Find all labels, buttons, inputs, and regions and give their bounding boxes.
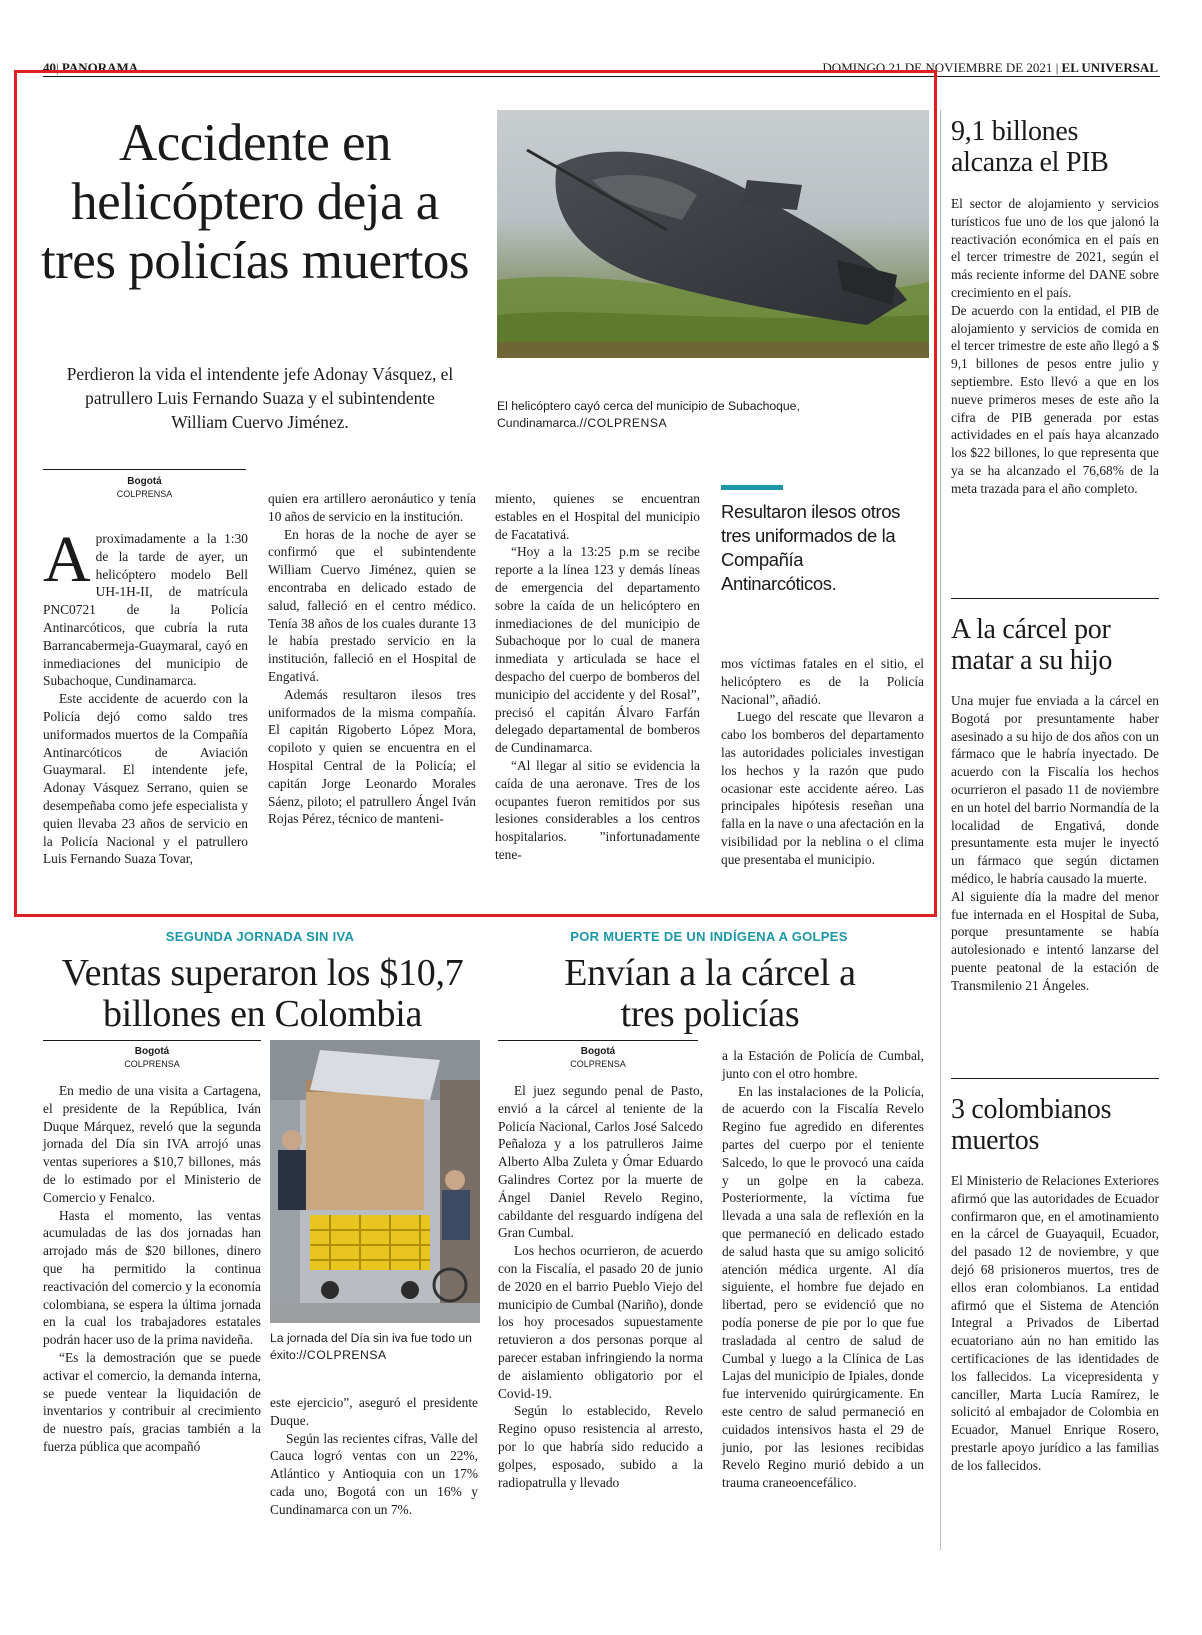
police-p1: El juez segundo penal de Pasto, envió a la cárcel al teniente de la Policía Nacional, Carlos José Salcedo Peñaloza y a los patrulleros Jaime Alberto Alba Zuleta y Ómar Eduardo Galindres Cortez por la muerte de Ángel Daniel Revelo Regino, cabildante del resguardo indígena del Gran Cumbal.: [498, 1083, 703, 1241]
newspaper-name: EL UNIVERSAL: [1061, 60, 1158, 75]
iva-p2: Hasta el momento, las ventas acumuladas de las dos jornadas han arrojado más de $20 billones, dinero que ha permitido la continua reactivación del comercio y la economía colombiana, se espera la última jornada en la cual los trabajadores estatales podrán hacer uso de la prima navideña.: [43, 1207, 261, 1348]
iva-p3: “Es la demostración que se puede activar el comercio, la demanda interna, se puede ventear la liquidación de inventarios y contribuir al crecimiento de nuestro país, gracias también a la fuerza pública que acompañó: [43, 1349, 261, 1454]
highlight-frame: [14, 70, 937, 917]
sidebar-rule-2: [951, 1078, 1159, 1079]
colombianos-p1: El Ministerio de Relaciones Exteriores afirmó que las autoridades de Ecuador confirmaron que, en el amotinamiento en la cárcel de Guayaquil, Ecuador, del pasado 12 de noviembre, y que dejó 68 prisioneros muertos, tres de ellos eran colombianos. La entidad afirmó que el Sistema de Atención Integral a Privados de Libertad ecuatoriano aún no han emitido las certificaciones de las identidades de los fallecidos. La vicepresidenta y canciller, Marta Lucía Ramírez, le solicitó al embajador de Colombia en Ecuador, Manuel Enrique Rosero, prestarle apoyo jurídico a las familias de los fallecidos.: [951, 1173, 1159, 1473]
dropcap: A: [43, 523, 91, 596]
main-col3-p3: “Al llegar al sitio se evidencia la caída de una aeronave. Tres de los ocupantes fueron remitidos por sus lesiones considerables a los centros hospitalarios. ”infortunadamente tene-: [495, 757, 700, 862]
page-header-left: 40| PANORAMA: [43, 60, 139, 75]
carcel-p2: Al siguiente día la madre del menor fue internada en el Hospital de Suba, porque presuntamente se había autolesionado e intentó lanzarse del puente peatonal de la estación de Transmilenio 21 Ángeles.: [951, 888, 1159, 993]
police-column-2: [722, 1047, 924, 1492]
iva-caption-credit: //COLPRENSA: [299, 1348, 387, 1362]
main-col3-p2: “Hoy a la 13:25 p.m se recibe reporte a la línea 123 y demás líneas de emergencia del departamento sobre la caída de un helicóptero en inmediaciones de del municipio de Subachoque por lo cual de manera inmediata y articulada se hace el despacho del cuerpo de bomberos del municipio del accidente y del Rosal”, precisó el capitán Álvaro Farfán delegado departamental de bomberos de Cundinamarca.: [495, 544, 700, 756]
colombianos-headline: 3 colombianos muertos: [951, 1094, 1112, 1156]
pib-headline: 9,1 billones alcanza el PIB: [951, 116, 1109, 178]
police-byline-agency: COLPRENSA: [570, 1059, 626, 1069]
iva-p1: En medio de una visita a Cartagena, el presidente de la República, Iván Duque Márquez, reveló que la segunda jornada del Día sin IVA arrojó unas ventas superiores a $10,7 billones, más de lo estimado por el Ministerio de Comercio y Fenalco.: [43, 1083, 261, 1205]
police-p3: Según lo establecido, Revelo Regino opuso resistencia al arresto, por lo que habría sido reducido a golpes, esposado, subido a la radiopatrulla y llevado: [498, 1403, 703, 1490]
byline-city: Bogotá: [127, 476, 162, 487]
iva-headline: Ventas superaron los $10,7 billones en Colombia: [61, 952, 464, 1035]
police-p4: a la Estación de Policía de Cumbal, junto con el otro hombre.: [722, 1048, 924, 1081]
pib-p1: El sector de alojamiento y servicios turísticos fue uno de los que jalonó la reactivación económica en el país en el tercer trimestre de 2021, según el más reciente informe del DANE sobre crecimiento en el país.: [951, 196, 1159, 300]
iva-p5: Según las recientes cifras, Valle del Cauca logró ventas con un 22%, Atlántico y Antioquia con un 17% cada uno, Bogotá con un 16% y Cundinamarca con un 7%.: [270, 1430, 478, 1517]
carcel-headline: A la cárcel por matar a su hijo: [951, 614, 1113, 676]
main-col2-p1: quien era artillero aeronáutico y tenía 10 años de servicio en la institución.: [268, 491, 476, 524]
main-col4-p2: Luego del rescate que llevaron a cabo los bomberos del departamento las autoridades policiales investigan los hechos y la razón que pudo ocasionar este accidente aéreo. Las principales hipótesis reseñan una falla en la nave o una afectación en la visibilidad por la neblina o el clima que presentaba el municipio.: [721, 709, 924, 867]
pullquote: Resultaron ilesos otros tres uniformados de la Compañía Antinarcóticos.: [721, 501, 900, 594]
main-col2-p3: Además resultaron ilesos tres uniformados de la misma compañía. El capitán Rigoberto López Mora, copiloto y quien se encuentra en el Hospital Central de la Policía; el capitán Jorge Leonardo Morales Sáenz, piloto; el patrullero Ángel Iván Rojas Pérez, técnico de manteni-: [268, 686, 476, 827]
iva-kicker: SEGUNDA JORNADA SIN IVA: [165, 929, 355, 944]
carcel-body: [951, 692, 1159, 995]
iva-byline-agency: COLPRENSA: [124, 1059, 180, 1069]
iva-column-2: [270, 1394, 478, 1519]
police-column-1: [498, 1082, 703, 1491]
iva-p4: este ejercicio”, aseguró el presidente Duque.: [270, 1395, 478, 1428]
police-headline: Envían a la cárcel a tres policías: [564, 952, 856, 1035]
iva-column-1: [43, 1082, 261, 1456]
main-col1-p1: proximadamente a la 1:30 de la tarde de ayer, un helicóptero modelo Bell UH-1H-II, de matrícula PNC0721 de la Policía Antinarcóticos, que cubría la ruta Barrancabermeja-Guaymaral, cayó en inmediaciones del municipio de Subachoque, Cundinamarca.: [43, 531, 248, 689]
page-number: 40: [43, 60, 56, 75]
police-byline-city: Bogotá: [580, 1046, 616, 1057]
main-col2-p2: En horas de la noche de ayer se confirmó que el subintendente William Cuervo Jiménez, quien se encontraba en delicado estado de salud, falleció en el centro médico. Tenía 38 años de los cuales durante 13 le había prestado servicio en la institución, falleció en el Hospital de Engativá.: [268, 526, 476, 684]
byline-agency: COLPRENSA: [116, 489, 173, 499]
iva-byline-rule: [43, 1040, 261, 1041]
police-p2: Los hechos ocurrieron, de acuerdo con la Fiscalía, el pasado 20 de junio de 2020 en el barrio Pueblo Viejo del municipio de Cumbal (Nariño), donde los hoy procesados supuestamente retuvieron a dos personas porque al parecer estaban infringiendo la norma de aislamiento obligatorio por el Covid-19.: [498, 1243, 703, 1401]
main-col3-p1: miento, quienes se encuentran estables en el Hospital del municipio de Facatativá.: [495, 491, 700, 542]
main-col1-p2: Este accidente de acuerdo con la Policía dejó como saldo tres uniformados muertos de la Compañía Antinarcóticos de Aviación Guaymaral. El intendente jefe, Adonay Vásquez Serrano, quien se desempeñaba como jefe especialista y quien llevaba 23 años de servicio en la Policía Nacional y el patrullero Luis Fernando Suaza Tovar,: [43, 691, 248, 867]
pib-p2: De acuerdo con la entidad, el PIB de alojamiento y servicios de comida en el tercer trimestre de este año llegó a $ 9,1 billones de pesos entre julio y septiembre. Esto llevó a que en los nueve primeros meses de este año la cifra de PIB generada por estas actividades en el país haya alcanzado los $22 billones, lo que representa que ya se ha alcanzado el 76,68% de la meta trazada para el año completo.: [951, 302, 1159, 496]
caption-credit: //COLPRENSA: [579, 416, 668, 430]
caption-text: El helicóptero cayó cerca del municipio de Subachoque, Cundinamarca.: [497, 399, 800, 430]
section-name: PANORAMA: [61, 60, 139, 75]
carcel-p1: Una mujer fue enviada a la cárcel en Bogotá por presuntamente haber asesinado a su hijo de dos años con un fármaco que le habría inyectado. De acuerdo con la Fiscalía los hechos ocurrieron el pasado 11 de noviembre en un hotel del barrio Normandía de la localidad de Engativá, donde presuntamente esta mujer le inyectó un fármaco que según dictamen médico, le habría causado la muerte.: [951, 693, 1159, 886]
issue-date: DOMINGO 21 DE NOVIEMBRE DE 2021: [822, 60, 1053, 75]
police-byline-rule: [498, 1040, 698, 1041]
shopping-photo: [270, 1040, 480, 1323]
police-kicker: POR MUERTE DE UN INDÍGENA A GOLPES: [570, 929, 848, 944]
sidebar-divider: [940, 110, 941, 1550]
police-byline: [498, 1046, 698, 1070]
main-col4-p1: mos víctimas fatales en el sitio, el helicóptero es de la Policía Nacional”, añadió.: [721, 656, 924, 707]
iva-byline: [43, 1046, 261, 1070]
police-p5: En las instalaciones de la Policía, de acuerdo con la Fiscalía Revelo Regino fue agredido en diferentes partes del cuerpo por el teniente Salcedo, lo que le provocó una caída y un golpe en la cabeza. Posteriormente, la víctima fue llevada a una sala de reflexión en la que permaneció en delicado estado de salud hasta que su amigo solicitó atención médica urgente. Al día siguiente, el hombre fue dejado en libertad, pero se evidenció que no podía ponerse de pie por lo que fue trasladada al centro de salud de Cumbal y luego a la Clínica de Las Lajas del municipio de Ipiales, donde fue intervenido quirúrgicamente. En este centro de salud permaneció en cuidados intensivos hasta el 29 de junio, por las lesiones recibidas Revelo Regino murió debido a un trauma craneoencefálico.: [722, 1083, 924, 1491]
main-deck: Perdieron la vida el intendente jefe Adonay Vásquez, el patrullero Luis Fernando Suaza y el subintendente William Cuervo Jiménez.: [66, 364, 454, 432]
colombianos-body: [951, 1172, 1159, 1475]
main-headline: Accidente en helicóptero deja a tres policías muertos: [40, 114, 470, 290]
sidebar-rule-1: [951, 598, 1159, 599]
iva-caption-text: La jornada del Día sin iva fue todo un éxito:: [270, 1331, 472, 1362]
iva-byline-city: Bogotá: [134, 1046, 170, 1057]
page-header-right: DOMINGO 21 DE NOVIEMBRE DE 2021 | EL UNIVERSAL: [822, 60, 1158, 75]
shopping-photo-caption: [270, 1330, 475, 1364]
pib-body: [951, 195, 1159, 498]
